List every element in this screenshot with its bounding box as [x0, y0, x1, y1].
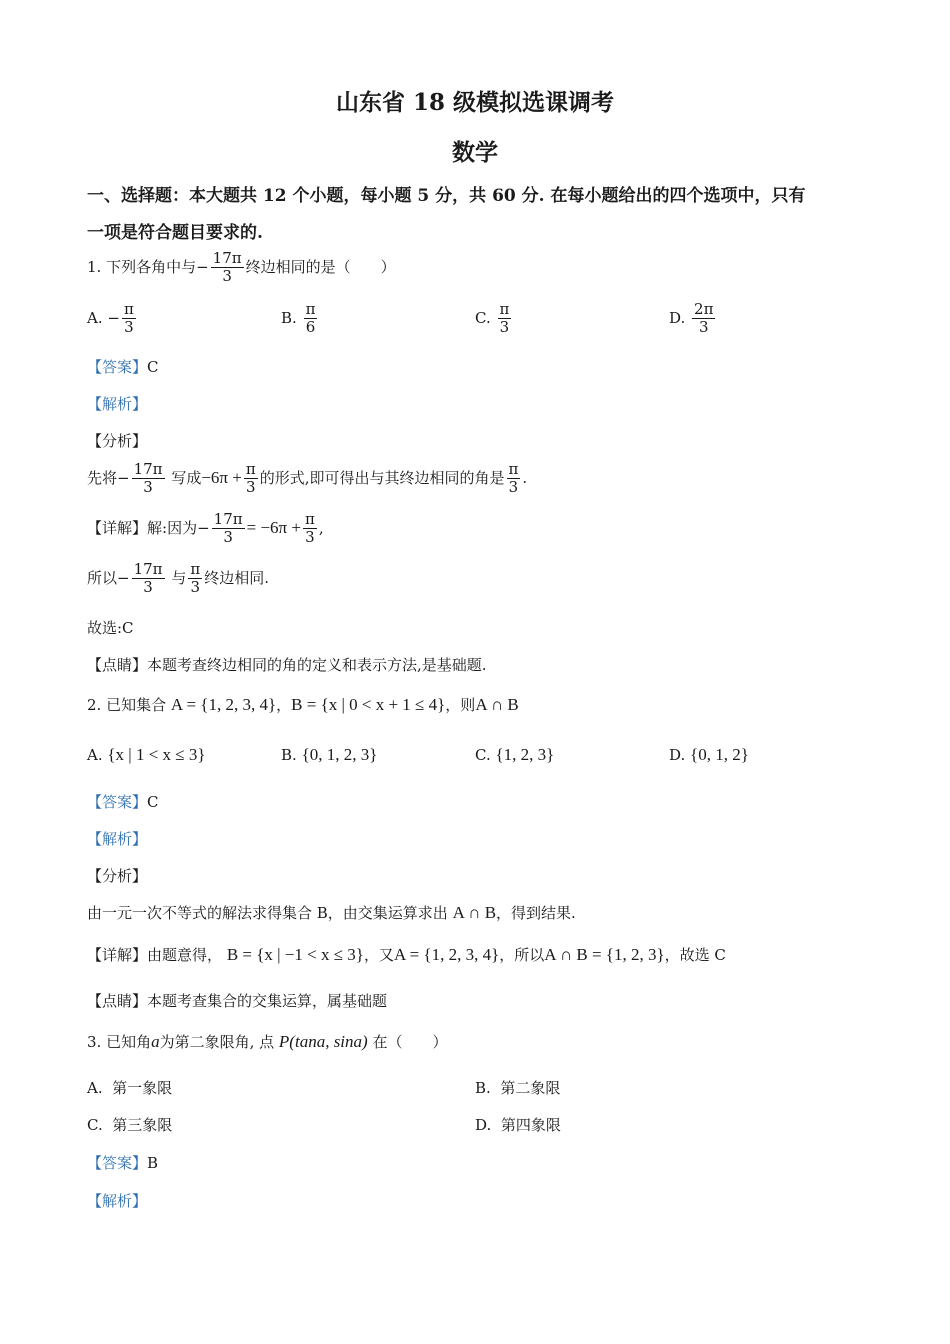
detail-tag: 【详解】 — [87, 518, 148, 537]
q3-option-c — [87, 1114, 172, 1135]
q1-answer — [87, 356, 159, 377]
text: 写成 — [171, 468, 202, 487]
q2-answer — [87, 791, 159, 812]
option-value: 第四象限 — [500, 1116, 561, 1134]
fraction-denominator: 3 — [124, 318, 134, 337]
q1-option-d — [669, 301, 717, 337]
text: 解:因为 — [147, 518, 198, 537]
answer-value: B — [147, 1154, 159, 1172]
answer-value: C — [147, 793, 159, 811]
math-expression: A ∩ B = {1, 2, 3} — [544, 945, 665, 964]
minus-sign: − — [196, 257, 209, 276]
fraction-numerator: π — [304, 510, 315, 528]
fraction-denominator: 3 — [698, 318, 709, 337]
q2-option-b — [281, 745, 377, 765]
text: 终边相同. — [204, 568, 269, 587]
q1-option-c — [475, 301, 513, 337]
text: ，得到结果. — [496, 904, 576, 922]
q1-fenxi-tag: 【分析】 — [87, 432, 148, 450]
q2-jiexi-tag: 【解析】 — [87, 830, 148, 848]
text: 的形式,即可得出与其终边相同的角是 — [259, 468, 505, 487]
q1-stem — [87, 250, 396, 286]
text: 本题考查集合的交集运算，属基础题 — [147, 992, 388, 1010]
fraction-numerator: π — [508, 460, 519, 478]
page-title: 山东省 18 级模拟选课调考 — [335, 89, 615, 116]
fraction-denominator: 3 — [246, 478, 256, 497]
text: 本题考查终边相同的角的定义和表示方法,是基础题. — [147, 656, 487, 674]
option-label: D. — [475, 1116, 492, 1134]
fraction-numerator: 2π — [694, 300, 714, 318]
dianjing-tag: 【点睛】 — [87, 992, 148, 1010]
text: . — [522, 468, 528, 487]
subject-title: 数学 — [452, 139, 498, 166]
answer-tag: 【答案】 — [87, 358, 148, 376]
text: ，所以 — [499, 946, 545, 964]
fraction — [303, 511, 317, 547]
q3-prefix: 3. 已知角 — [87, 1033, 152, 1051]
text: ，故选 C — [664, 946, 726, 964]
fraction — [122, 301, 136, 337]
text: 所以 — [87, 568, 118, 587]
option-label: D. — [669, 308, 686, 327]
minus-sign: − — [117, 468, 130, 487]
q1-suffix: 终边相同的是（ ） — [245, 257, 396, 276]
option-label: B. — [475, 1079, 491, 1097]
option-label: C. — [475, 308, 491, 327]
minus-sign: − — [197, 518, 210, 537]
fraction-numerator: 17π — [133, 460, 163, 478]
dianjing-tag: 【点睛】 — [87, 656, 148, 674]
q2-fenxi-tag: 【分析】 — [87, 867, 148, 885]
text: 由题意得， — [147, 946, 223, 964]
text: 为第二象限角, 点 — [159, 1033, 275, 1051]
q3-answer — [87, 1152, 158, 1173]
fraction-numerator: 17π — [212, 249, 242, 267]
text: ，则 — [445, 696, 476, 714]
set-a-expression: A = {1, 2, 3, 4} — [170, 695, 277, 714]
option-value: 第三象限 — [112, 1116, 173, 1134]
text: 在（ ） — [372, 1033, 448, 1051]
option-value: 第一象限 — [112, 1079, 173, 1097]
option-label: A. — [87, 308, 103, 327]
option-value: {0, 1, 2, 3} — [301, 745, 378, 764]
option-label: B. — [281, 308, 297, 327]
fraction-numerator: π — [123, 300, 134, 318]
q3-jiexi-tag: 【解析】 — [87, 1192, 148, 1210]
fraction — [212, 511, 245, 547]
fraction — [498, 301, 512, 337]
intersection-expression: A ∩ B — [475, 695, 519, 714]
q1-suoyi-line — [87, 561, 269, 597]
fraction-denominator: 6 — [305, 318, 316, 337]
q2-dianjing — [87, 990, 387, 1011]
option-label: D. — [669, 746, 686, 764]
fraction-denominator: 3 — [143, 478, 153, 497]
answer-value: C — [147, 358, 159, 376]
text: , — [318, 518, 324, 537]
q1-fenxi-line — [87, 461, 527, 497]
fraction-denominator: 3 — [499, 318, 510, 337]
q1-dianjing — [87, 654, 487, 675]
q3-option-b — [475, 1077, 560, 1098]
fraction — [692, 301, 715, 337]
text: 先将 — [87, 468, 118, 487]
option-value: {x | 1 < x ≤ 3} — [107, 745, 206, 764]
fraction-numerator: π — [245, 460, 256, 478]
fraction-denominator: 3 — [222, 267, 232, 286]
math-expression: −6π + — [201, 467, 242, 487]
fraction-numerator: π — [190, 560, 201, 578]
q2-xiangjie-line — [87, 944, 726, 965]
text: ， — [276, 696, 292, 714]
fraction-denominator: 3 — [143, 578, 153, 597]
q1-guxuan: 故选:C — [87, 619, 134, 637]
option-label: C. — [475, 746, 491, 764]
text: 与 — [171, 568, 187, 587]
detail-tag: 【详解】 — [87, 946, 148, 964]
math-expression: B = {x | −1 < x ≤ 3} — [226, 945, 364, 964]
q1-prefix: 1. 下列各角中与 — [87, 257, 197, 276]
fraction — [132, 461, 165, 497]
fraction-numerator: π — [499, 300, 510, 318]
q2-stem — [87, 694, 519, 715]
q2-option-d — [669, 745, 749, 765]
q2-prefix: 2. 已知集合 — [87, 696, 167, 714]
option-value: 第二象限 — [500, 1079, 561, 1097]
answer-tag: 【答案】 — [87, 793, 148, 811]
text: 由一元一次不等式的解法求得集合 B，由交集运算求出 — [87, 904, 448, 922]
option-label: B. — [281, 746, 297, 764]
fraction-denominator: 3 — [305, 528, 315, 547]
set-b-expression: B = {x | 0 < x + 1 ≤ 4} — [291, 695, 446, 714]
section-instructions-line2: 一项是符合题目要求的. — [87, 223, 263, 243]
minus-sign: − — [107, 308, 120, 327]
fraction — [188, 561, 202, 597]
option-value: {1, 2, 3} — [495, 745, 555, 764]
math-expression: = −6π + — [246, 517, 301, 537]
fraction-numerator: 17π — [213, 510, 243, 528]
fraction-numerator: 17π — [133, 560, 163, 578]
math-expression: A = {1, 2, 3, 4} — [393, 945, 500, 964]
text: ，又 — [363, 946, 394, 964]
q2-option-a — [87, 745, 206, 765]
q1-option-a — [87, 301, 138, 337]
math-expression: A ∩ B — [452, 903, 497, 922]
fraction — [244, 461, 258, 497]
fraction-numerator: π — [305, 300, 316, 318]
q2-option-c — [475, 745, 554, 765]
option-label: A. — [87, 746, 103, 764]
q1-option-b — [281, 301, 319, 337]
math-variable: a — [151, 1032, 160, 1051]
fraction-denominator: 3 — [190, 578, 201, 597]
minus-sign: − — [117, 568, 130, 587]
fraction — [507, 461, 521, 497]
math-expression: P(tana, sina) — [278, 1032, 368, 1051]
q3-stem — [87, 1031, 448, 1052]
fraction-denominator: 3 — [223, 528, 233, 547]
answer-tag: 【答案】 — [87, 1154, 148, 1172]
q3-option-a — [87, 1077, 172, 1098]
fraction-denominator: 3 — [508, 478, 519, 497]
option-label: C. — [87, 1116, 103, 1134]
q1-jiexi-tag: 【解析】 — [87, 395, 148, 413]
option-value: {0, 1, 2} — [690, 745, 749, 764]
q1-xiangjie-line — [87, 511, 324, 547]
fraction — [132, 561, 165, 597]
fraction — [211, 250, 244, 286]
section-instructions-line1: 一、选择题：本大题共 12 个小题，每小题 5 分，共 60 分. 在每小题给出的四个选项中，只有 — [87, 186, 806, 206]
option-label: A. — [87, 1079, 103, 1097]
q3-option-d — [475, 1114, 561, 1135]
fraction — [304, 301, 318, 337]
q2-fenxi-line — [87, 902, 576, 923]
